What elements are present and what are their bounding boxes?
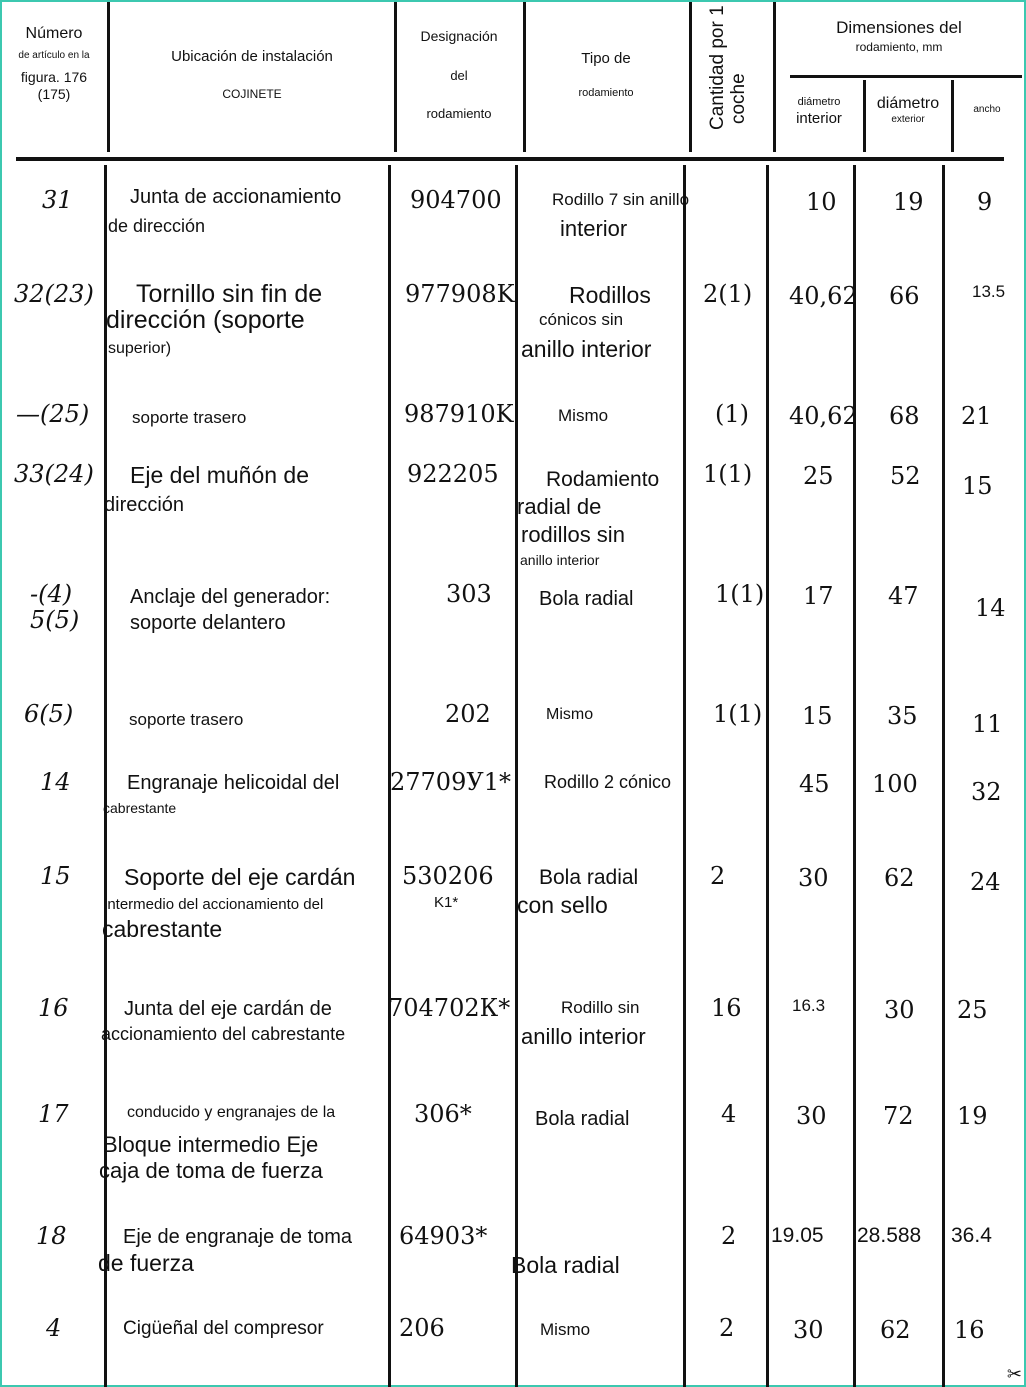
item-number: 6(5) [24,700,74,728]
location-text: conducido y engranajes de la [127,1104,336,1121]
dimensions-subheader-divider [790,75,1022,78]
inner-diameter: 15 [802,702,833,730]
quantity: (1) [715,400,749,428]
scissors-icon: ✂ [1006,1364,1022,1384]
header-inner-line1: diámetro [797,96,841,108]
designation: 904700 [410,186,502,214]
location-text: intermedio del accionamiento del [104,896,324,913]
header-dimensions-line1: Dimensiones del [836,18,962,37]
item-number: 14 [40,768,71,796]
width-value: 21 [961,402,992,430]
bearing-type-text: Mismo [540,1320,591,1339]
designation-suffix: K1* [434,894,459,911]
location-text: cabrestante [103,800,177,816]
header-designation [396,28,522,122]
header-designation-line2: del [450,67,468,83]
bearing-type-text: Bola radial [535,1108,630,1130]
header-designation-line3: rodamiento [426,105,492,121]
width-value: 16 [954,1316,985,1344]
bearing-type-text: radial de [517,494,602,519]
bearing-type-text: anillo interior [521,1024,646,1049]
item-number: 33(24) [14,460,94,488]
header-number-line3: figura. 176 [20,68,88,85]
width-value: 14 [975,594,1006,622]
bearing-type-text: anillo interior [520,552,600,568]
quantity: 2 [719,1314,735,1342]
location-text: Tornillo sin fin de [136,280,323,308]
quantity: 2(1) [703,280,753,308]
header-number-line1: Número [25,25,83,42]
inner-diameter: 25 [803,462,834,490]
location-text: Junta de accionamiento [130,186,342,208]
bearing-type-text: cónicos sin [539,310,624,329]
quantity: 1(1) [715,580,765,608]
width-value: 15 [962,472,993,500]
designation: 530206 [402,862,494,890]
designation: 303 [446,580,492,608]
col-divider [683,165,686,1387]
item-number: 31 [42,186,73,214]
location-text: caja de toma de fuerza [99,1158,323,1183]
location-text: dirección (soporte [106,306,305,334]
inner-diameter: 10 [806,188,837,216]
designation: 206 [399,1314,445,1342]
header-divider [16,157,1004,161]
item-number: 32(23) [14,280,94,308]
item-number: —(25) [16,400,90,428]
quantity: 1(1) [703,460,753,488]
header-designation-line1: Designación [420,28,498,44]
bearing-type-text: Mismo [558,406,609,425]
inner-diameter: 17 [803,582,834,610]
header-inner-line2: interior [796,109,842,127]
location-text: cabrestante [102,916,223,942]
designation: 27709У1* [390,768,511,796]
header-outer-line2: exterior [891,114,925,125]
designation: 977908K [405,280,515,308]
quantity: 16 [711,994,742,1022]
header-type [525,50,687,101]
outer-diameter: 28.588 [857,1224,922,1247]
width-value: 13.5 [972,282,1006,301]
col-divider [942,165,945,1387]
inner-diameter: 40,62 [789,282,858,310]
outer-diameter: 30 [884,996,915,1024]
designation: 202 [445,700,491,728]
bearing-type-text: rodillos sin [521,522,625,547]
outer-diameter: 62 [884,864,915,892]
bearing-type-text: Rodillo 2 cónico [544,772,672,792]
inner-diameter: 30 [796,1102,827,1130]
inner-diameter: 30 [798,864,829,892]
header-number-line4: (175) [37,86,71,102]
bearing-type-text: Rodillos [569,282,651,308]
outer-diameter: 68 [889,402,920,430]
bearing-type-text: Rodillo sin [561,998,640,1017]
quantity: 2 [721,1222,737,1250]
outer-diameter: 35 [887,702,918,730]
outer-diameter: 19 [893,188,924,216]
outer-diameter: 47 [888,582,919,610]
col-divider [853,165,856,1387]
quantity: 2 [710,862,726,890]
item-number: 18 [36,1222,67,1250]
designation: 64903* [399,1222,488,1250]
header-width [954,104,1020,117]
location-text: Soporte del eje cardán [124,864,356,890]
width-value: 32 [971,778,1002,806]
designation: 306* [414,1100,472,1128]
item-number-secondary: 5(5) [30,606,80,634]
location-text: Anclaje del generador: [130,586,331,608]
inner-diameter: 45 [799,770,830,798]
location-text: soporte trasero [129,710,244,729]
header-number [4,24,104,104]
header-type-line1: Tipo de [581,50,631,67]
location-text: Junta del eje cardán de [124,998,332,1020]
col-divider [515,165,518,1387]
location-text: de dirección [108,216,206,236]
outer-diameter: 62 [880,1316,911,1344]
header-outer-line1: diámetro [876,95,940,112]
header-dimensions-line2: rodamiento, mm [855,40,943,55]
location-text: de fuerza [98,1250,194,1276]
designation: 987910K [404,400,514,428]
width-value: 36.4 [951,1224,992,1247]
designation: 704702К* [388,994,511,1022]
width-value: 11 [972,710,1003,738]
bearing-type-text: con sello [517,892,608,918]
item-number: 17 [38,1100,69,1128]
bearing-type-text: Mismo [546,706,594,723]
outer-diameter: 52 [890,462,921,490]
location-text: Eje del muñón de [130,462,310,488]
col-divider [689,2,692,152]
inner-diameter: 19.05 [771,1224,824,1247]
location-text: dirección [104,494,185,516]
header-number-line2: de artículo en la [18,50,90,61]
bearing-type-text: Bola radial [539,588,634,610]
item-number: 4 [46,1314,62,1342]
location-text: Cigüeñal del compresor [123,1318,324,1339]
location-text: soporte delantero [130,612,286,634]
width-value: 19 [957,1102,988,1130]
width-value: 25 [957,996,988,1024]
outer-diameter: 100 [872,770,918,798]
header-dimensions [776,17,1022,55]
quantity: 1(1) [713,700,763,728]
item-number: 15 [40,862,71,890]
width-value: 9 [977,188,993,216]
col-divider [766,165,769,1387]
header-location-line1: Ubicación de instalación [171,48,333,65]
outer-diameter: 66 [889,282,920,310]
location-text: accionamiento del cabrestante [101,1024,346,1044]
location-text: Engranaje helicoidal del [127,772,340,794]
inner-diameter: 40,62 [789,402,858,430]
header-outer-diameter [866,94,950,127]
header-width-label: ancho [973,104,1001,115]
bearing-type-text: interior [560,216,628,241]
location-text: superior) [108,340,172,357]
header-quantity-line1: Cantidad por 1 [707,5,728,130]
designation: 922205 [407,460,499,488]
location-text: soporte trasero [132,408,247,427]
header-quantity [708,5,750,130]
quantity: 4 [721,1100,737,1128]
bearing-type-text: anillo interior [521,336,652,362]
header-location [110,48,394,102]
header-quantity-line2: coche [727,73,749,125]
outer-diameter: 72 [883,1102,914,1130]
item-number: -(4) [30,580,73,608]
bearing-type-text: Bola radial [511,1252,620,1278]
bearing-type-text: Rodamiento [546,468,660,491]
inner-diameter: 30 [793,1316,824,1344]
inner-diameter: 16.3 [792,996,826,1015]
bearing-type-text: Bola radial [539,866,639,889]
location-text: Eje de engranaje de toma [123,1226,353,1248]
col-divider [104,165,107,1387]
header-location-line2: COJINETE [222,86,282,101]
header-type-line2: rodamiento [578,86,634,99]
bearing-type-text: Rodillo 7 sin anillo [552,190,690,209]
header-inner-diameter [776,96,862,129]
location-text: Bloque intermedio Eje [103,1132,319,1157]
width-value: 24 [970,868,1001,896]
item-number: 16 [38,994,69,1022]
